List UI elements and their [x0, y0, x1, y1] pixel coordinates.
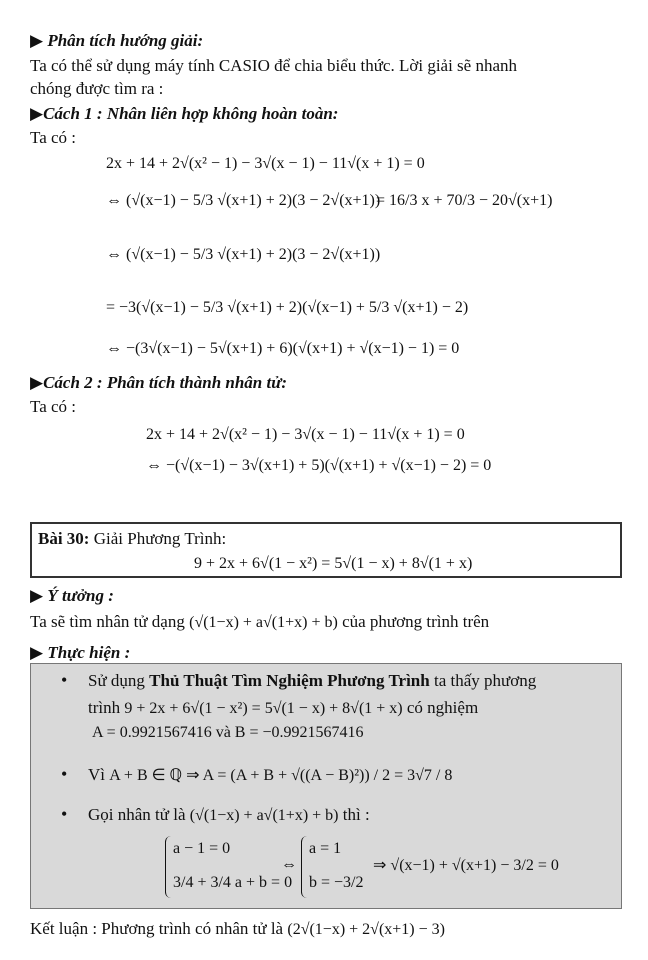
method1-intro: Ta có : — [30, 128, 77, 147]
problem-title-row — [38, 528, 226, 550]
problem-equation: 9 + 2x + 6√(1 − x²) = 5√(1 − x) + 8√(1 + x) — [194, 555, 473, 572]
method2-eq1: 2x + 14 + 2√(x² − 1) − 3√(x − 1) − 11√(x + 1) = 0 — [146, 426, 465, 443]
analysis-text-line2: chóng được tìm ra : — [30, 79, 164, 98]
method2-eq2: ⇔ −(√(x−1) − 3√(x+1) + 5)(√(x+1) + √(x−1) − 2) = 0 — [146, 457, 492, 474]
system2-line1: a = 1 — [309, 840, 342, 857]
problem-box — [30, 522, 622, 578]
system1-line2: 3/4 + 3/4 a + b = 0 — [173, 874, 293, 891]
execution-box — [30, 663, 622, 909]
bullet1-line2-post: có nghiệm — [406, 698, 479, 717]
method2-heading: ▶Cách 2 : Phân tích thành nhân tử: — [30, 373, 288, 392]
method1-eq5: ⇔ −(3√(x−1) − 5√(x+1) + 6)(√(x+1) + √(x−1) − 1) = 0 — [106, 340, 460, 357]
method1-eq2-left: ⇔ (√(x−1) − 5/3 √(x+1) + 2)(3 − 2√(x+1)) — [106, 192, 381, 209]
bullet1-line2-eq: 9 + 2x + 6√(1 − x²) = 5√(1 − x) + 8√(1 + x) — [124, 700, 403, 717]
bullet1-line1 — [88, 670, 536, 692]
bullet-dot-2: • — [61, 764, 68, 784]
analysis-text-line1: Ta có thể sử dụng máy tính CASIO để chia biểu thức. Lời giải sẽ nhanh — [30, 56, 518, 75]
problem-label: Bài 30: — [38, 529, 90, 548]
system-result: ⇒ √(x−1) + √(x+1) − 3/2 = 0 — [373, 857, 559, 874]
bullet3-text: Gọi nhân tử là — [88, 805, 186, 824]
bullet2-text: Vì — [88, 765, 105, 784]
bullet1-line2 — [88, 697, 478, 720]
method1-heading: ▶Cách 1 : Nhân liên hợp không hoàn toàn: — [30, 104, 339, 123]
problem-title: Giải Phương Trình: — [93, 529, 227, 548]
method1-eq4: = −3(√(x−1) − 5/3 √(x+1) + 2)(√(x−1) + 5/3 √(x+1) − 2) — [106, 299, 469, 316]
bullet1-part2: ta thấy phương — [429, 671, 537, 690]
method2-intro: Ta có : — [30, 397, 77, 416]
bullet-dot-1: • — [61, 670, 68, 690]
idea-line — [30, 611, 489, 634]
idea-text-after: của phương trình trên — [342, 612, 490, 631]
bullet1-part1: Sử dụng — [88, 671, 150, 690]
idea-factor: (√(1−x) + a√(1+x) + b) — [189, 614, 338, 631]
method1-eq2-right: = 16/3 x + 70/3 − 20√(x+1) — [376, 192, 553, 209]
conclusion-line — [30, 918, 445, 941]
idea-text-before: Ta sẽ tìm nhân tử dạng — [30, 612, 185, 631]
bullet3-line — [88, 804, 370, 827]
bullet1-line2-pre: trình — [88, 698, 121, 717]
conclusion-factor: (2√(1−x) + 2√(x+1) − 3) — [287, 921, 445, 938]
method1-eq3: ⇔ (√(x−1) − 5/3 √(x+1) + 2)(3 − 2√(x+1)) — [106, 246, 381, 263]
bullet-dot-3: • — [61, 804, 68, 824]
system1-brace — [165, 836, 172, 898]
idea-heading: ▶ Ý tưởng : — [30, 586, 114, 605]
bullet3-factor: (√(1−x) + a√(1+x) + b) — [189, 807, 339, 824]
analysis-heading: ▶ Phân tích hướng giải: — [30, 31, 204, 50]
bullet1-line3: A = 0.9921567416 và B = −0.9921567416 — [92, 724, 364, 741]
system1-line1: a − 1 = 0 — [173, 840, 231, 857]
system2-line2: b = −3/2 — [309, 874, 364, 891]
method1-eq1: 2x + 14 + 2√(x² − 1) − 3√(x − 1) − 11√(x + 1) = 0 — [106, 155, 425, 172]
bullet2-line — [88, 764, 452, 787]
bullet2-eq: A + B ∈ ℚ ⇒ A = (A + B + √((A − B)²)) / 2 = 3√7 / 8 — [109, 767, 453, 784]
bullet1-bold: Thủ Thuật Tìm Nghiệm Phương Trình — [149, 671, 430, 690]
conclusion-text: Kết luận : Phương trình có nhân tử là — [30, 919, 284, 938]
system-equivalence: ⇔ — [281, 856, 297, 873]
execution-heading: ▶ Thực hiện : — [30, 643, 131, 662]
system2-brace — [301, 836, 308, 898]
bullet3-post: thì : — [342, 805, 370, 824]
